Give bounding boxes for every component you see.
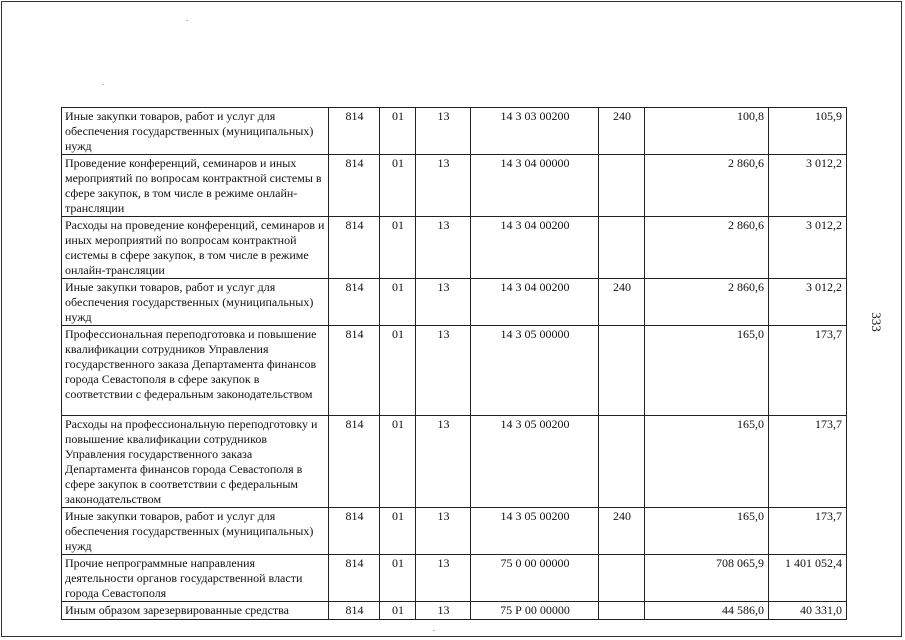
scan-speck	[102, 84, 104, 85]
amount-year2-cell: 3 012,2	[769, 279, 847, 326]
subsection-code-cell: 13	[416, 416, 471, 508]
subsection-code-cell: 13	[416, 508, 471, 555]
ministry-code-cell: 814	[329, 155, 380, 217]
amount-year2-cell: 1 401 052,4	[769, 555, 847, 602]
amount-year2-cell: 105,9	[769, 108, 847, 155]
target-article-cell: 14 3 05 00200	[471, 508, 599, 555]
page-number: 333	[869, 312, 884, 332]
expense-name-cell: Иные закупки товаров, работ и услуг для обеспечения государственных (муниципальных) нужд	[62, 108, 329, 155]
expense-type-cell: 240	[599, 508, 645, 555]
budget-table	[61, 107, 847, 620]
target-article-cell: 75 Р 00 00000	[471, 602, 599, 620]
section-code-cell: 01	[380, 279, 416, 326]
target-article-cell: 14 3 03 00200	[471, 108, 599, 155]
section-code-cell: 01	[380, 555, 416, 602]
subsection-code-cell: 13	[416, 555, 471, 602]
table-row	[62, 108, 847, 155]
expense-type-cell	[599, 155, 645, 217]
ministry-code-cell: 814	[329, 602, 380, 620]
amount-year1-cell: 44 586,0	[645, 602, 769, 620]
amount-year2-cell: 173,7	[769, 416, 847, 508]
table-row	[62, 602, 847, 620]
amount-year1-cell: 165,0	[645, 326, 769, 416]
target-article-cell: 14 3 04 00000	[471, 155, 599, 217]
subsection-code-cell: 13	[416, 602, 471, 620]
expense-name-cell: Расходы на профессиональную переподготовку и повышение квалификации сотрудников Управления государственного заказа Департамента финансов города Севастополя в сфере закупок в соответствии с федеральным законодательством	[62, 416, 329, 508]
expense-name-cell: Иные закупки товаров, работ и услуг для обеспечения государственных (муниципальных) нужд	[62, 279, 329, 326]
ministry-code-cell: 814	[329, 217, 380, 279]
amount-year2-cell: 173,7	[769, 326, 847, 416]
amount-year2-cell: 40 331,0	[769, 602, 847, 620]
section-code-cell: 01	[380, 416, 416, 508]
table-row	[62, 326, 847, 416]
target-article-cell: 14 3 04 00200	[471, 279, 599, 326]
expense-name-cell: Прочие непрограммные направления деятельности органов государственной власти города Севастополя	[62, 555, 329, 602]
subsection-code-cell: 13	[416, 326, 471, 416]
amount-year1-cell: 165,0	[645, 416, 769, 508]
table-row	[62, 279, 847, 326]
ministry-code-cell: 814	[329, 555, 380, 602]
section-code-cell: 01	[380, 108, 416, 155]
section-code-cell: 01	[380, 217, 416, 279]
expense-type-cell: 240	[599, 108, 645, 155]
section-code-cell: 01	[380, 602, 416, 620]
expense-type-cell	[599, 217, 645, 279]
amount-year2-cell: 3 012,2	[769, 155, 847, 217]
ministry-code-cell: 814	[329, 416, 380, 508]
scan-speck	[433, 630, 435, 631]
amount-year1-cell: 2 860,6	[645, 155, 769, 217]
table-row	[62, 508, 847, 555]
table-row	[62, 155, 847, 217]
amount-year1-cell: 165,0	[645, 508, 769, 555]
expense-type-cell	[599, 326, 645, 416]
amount-year1-cell: 100,8	[645, 108, 769, 155]
section-code-cell: 01	[380, 326, 416, 416]
expense-name-cell: Иные закупки товаров, работ и услуг для обеспечения государственных (муниципальных) нужд	[62, 508, 329, 555]
expense-name-cell: Иным образом зарезервированные средства	[62, 602, 329, 620]
subsection-code-cell: 13	[416, 155, 471, 217]
amount-year1-cell: 2 860,6	[645, 279, 769, 326]
subsection-code-cell: 13	[416, 279, 471, 326]
expense-name-cell: Расходы на проведение конференций, семинаров и иных мероприятий по вопросам контрактной системы в сфере закупок, в том числе в режиме онлайн-трансляции	[62, 217, 329, 279]
expense-type-cell	[599, 416, 645, 508]
scan-speck	[186, 20, 188, 21]
expense-name-cell: Профессиональная переподготовка и повышение квалификации сотрудников Управления государственного заказа Департамента финансов города Севастополя в сфере закупок в соответствии с федеральным законодательством	[62, 326, 329, 416]
target-article-cell: 14 3 04 00200	[471, 217, 599, 279]
target-article-cell: 14 3 05 00000	[471, 326, 599, 416]
section-code-cell: 01	[380, 508, 416, 555]
expense-type-cell: 240	[599, 279, 645, 326]
subsection-code-cell: 13	[416, 108, 471, 155]
expense-type-cell	[599, 602, 645, 620]
ministry-code-cell: 814	[329, 508, 380, 555]
target-article-cell: 14 3 05 00200	[471, 416, 599, 508]
amount-year2-cell: 173,7	[769, 508, 847, 555]
ministry-code-cell: 814	[329, 279, 380, 326]
table-row	[62, 217, 847, 279]
expense-type-cell	[599, 555, 645, 602]
subsection-code-cell: 13	[416, 217, 471, 279]
amount-year1-cell: 2 860,6	[645, 217, 769, 279]
table-row	[62, 555, 847, 602]
section-code-cell: 01	[380, 155, 416, 217]
ministry-code-cell: 814	[329, 326, 380, 416]
target-article-cell: 75 0 00 00000	[471, 555, 599, 602]
ministry-code-cell: 814	[329, 108, 380, 155]
table-row	[62, 416, 847, 508]
amount-year1-cell: 708 065,9	[645, 555, 769, 602]
expense-name-cell: Проведение конференций, семинаров и иных мероприятий по вопросам контрактной системы в сфере закупок, в том числе в режиме онлайн-трансляции	[62, 155, 329, 217]
amount-year2-cell: 3 012,2	[769, 217, 847, 279]
